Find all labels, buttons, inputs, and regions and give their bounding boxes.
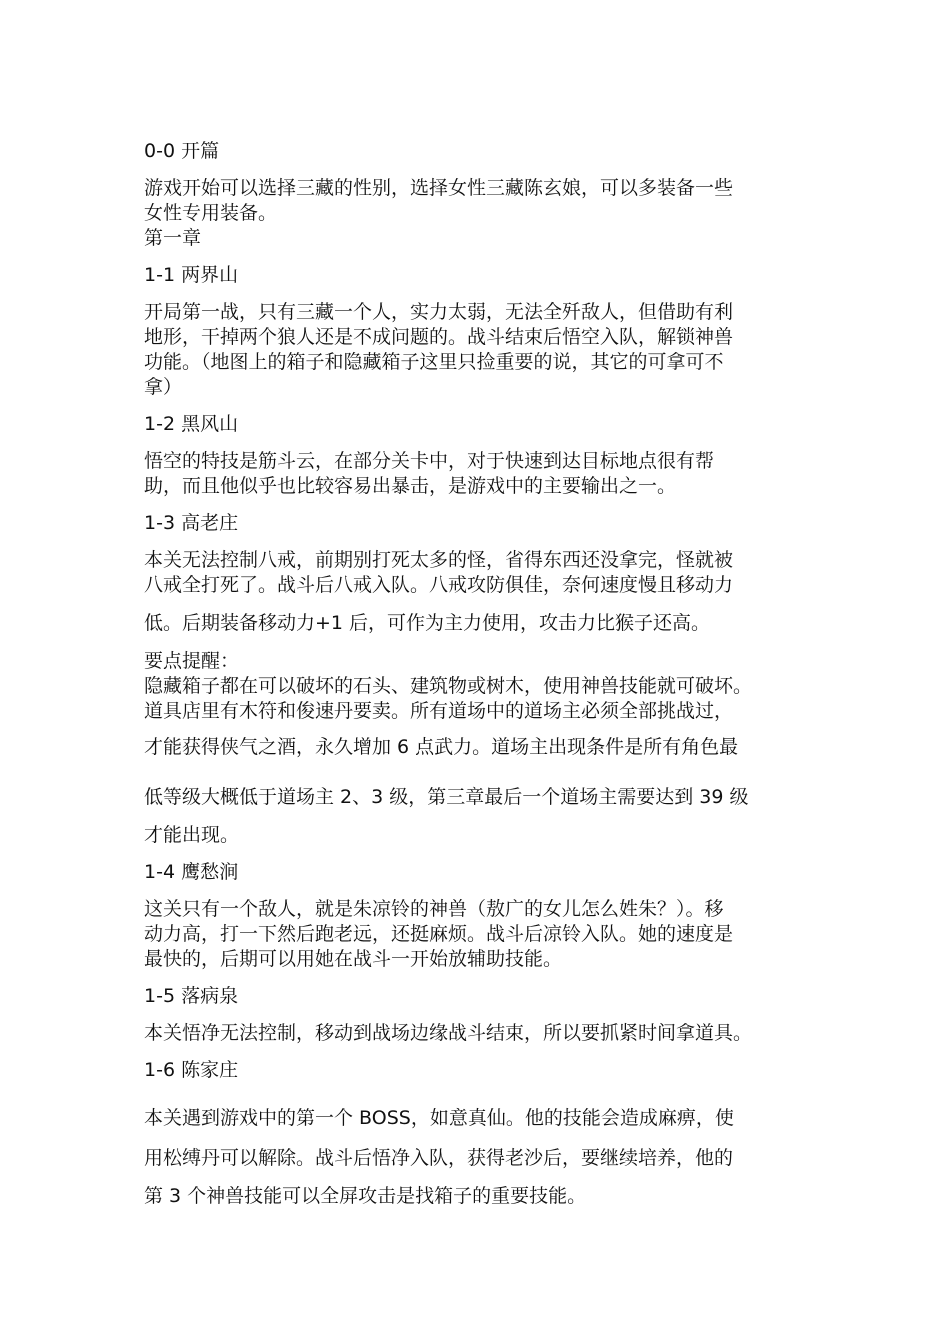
paragraph-line: 最快的，后期可以用她在战斗一开始放辅助技能。 xyxy=(144,948,563,970)
paragraph-line: 本关无法控制八戒，前期别打死太多的怪，省得东西还没拿完，怪就被 xyxy=(144,549,734,571)
paragraph-line: 隐藏箱子都在可以破坏的石头、建筑物或树木，使用神兽技能就可破坏。 xyxy=(144,675,753,697)
paragraph-line: 这关只有一个敌人，就是朱凉铃的神兽（敖广的女儿怎么姓朱？）。移 xyxy=(144,898,724,920)
section-heading: 1-1 两界山 xyxy=(144,264,239,286)
section-heading: 1-2 黑风山 xyxy=(144,413,239,435)
paragraph-line: 才能出现。 xyxy=(144,824,240,846)
section-heading: 1-4 鹰愁涧 xyxy=(144,861,239,883)
paragraph-line: 功能。（地图上的箱子和隐藏箱子这里只捡重要的说，其它的可拿可不 xyxy=(144,351,724,373)
section-heading: 要点提醒： xyxy=(144,650,240,672)
paragraph-line: 用松缚丹可以解除。战斗后悟净入队，获得老沙后，要继续培养，他的 xyxy=(144,1147,734,1169)
paragraph-line: 低。后期装备移动力+1 后，可作为主力使用，攻击力比猴子还高。 xyxy=(144,612,711,634)
paragraph-line: 拿） xyxy=(144,376,183,398)
paragraph-line: 开局第一战，只有三藏一个人，实力太弱，无法全歼敌人，但借助有利 xyxy=(144,301,734,323)
paragraph-line: 才能获得侠气之酒，永久增加 6 点武力。道场主出现条件是所有角色最 xyxy=(144,736,739,758)
section-heading: 1-6 陈家庄 xyxy=(144,1059,239,1081)
paragraph-line: 本关悟净无法控制，移动到战场边缘战斗结束，所以要抓紧时间拿道具。 xyxy=(144,1022,753,1044)
paragraph-line: 道具店里有木符和俊速丹要卖。所有道场中的道场主必须全部挑战过， xyxy=(144,700,734,722)
section-heading: 1-5 落病泉 xyxy=(144,985,239,1007)
paragraph-line: 八戒全打死了。战斗后八戒入队。八戒攻防俱佳，奈何速度慢且移动力 xyxy=(144,574,734,596)
paragraph-line: 助，而且他似乎也比较容易出暴击，是游戏中的主要输出之一。 xyxy=(144,475,677,497)
paragraph-line: 游戏开始可以选择三藏的性别，选择女性三藏陈玄娘，可以多装备一些 xyxy=(144,177,734,199)
section-heading: 1-3 高老庄 xyxy=(144,512,239,534)
paragraph-line: 女性专用装备。 xyxy=(144,202,278,224)
paragraph-line: 第 3 个神兽技能可以全屏攻击是找箱子的重要技能。 xyxy=(144,1185,587,1207)
paragraph-line: 悟空的特技是筋斗云，在部分关卡中，对于快速到达目标地点很有帮 xyxy=(144,450,715,472)
paragraph-line: 本关遇到游戏中的第一个 BOSS，如意真仙。他的技能会造成麻痹，使 xyxy=(144,1107,734,1129)
paragraph-line: 动力高，打一下然后跑老远，还挺麻烦。战斗后凉铃入队。她的速度是 xyxy=(144,923,734,945)
chapter-title: 第一章 xyxy=(144,227,202,249)
paragraph-line: 地形，干掉两个狼人还是不成问题的。战斗结束后悟空入队，解锁神兽 xyxy=(144,326,734,348)
section-heading: 0-0 开篇 xyxy=(144,140,220,162)
paragraph-line: 低等级大概低于道场主 2、3 级，第三章最后一个道场主需要达到 39 级 xyxy=(144,786,749,808)
